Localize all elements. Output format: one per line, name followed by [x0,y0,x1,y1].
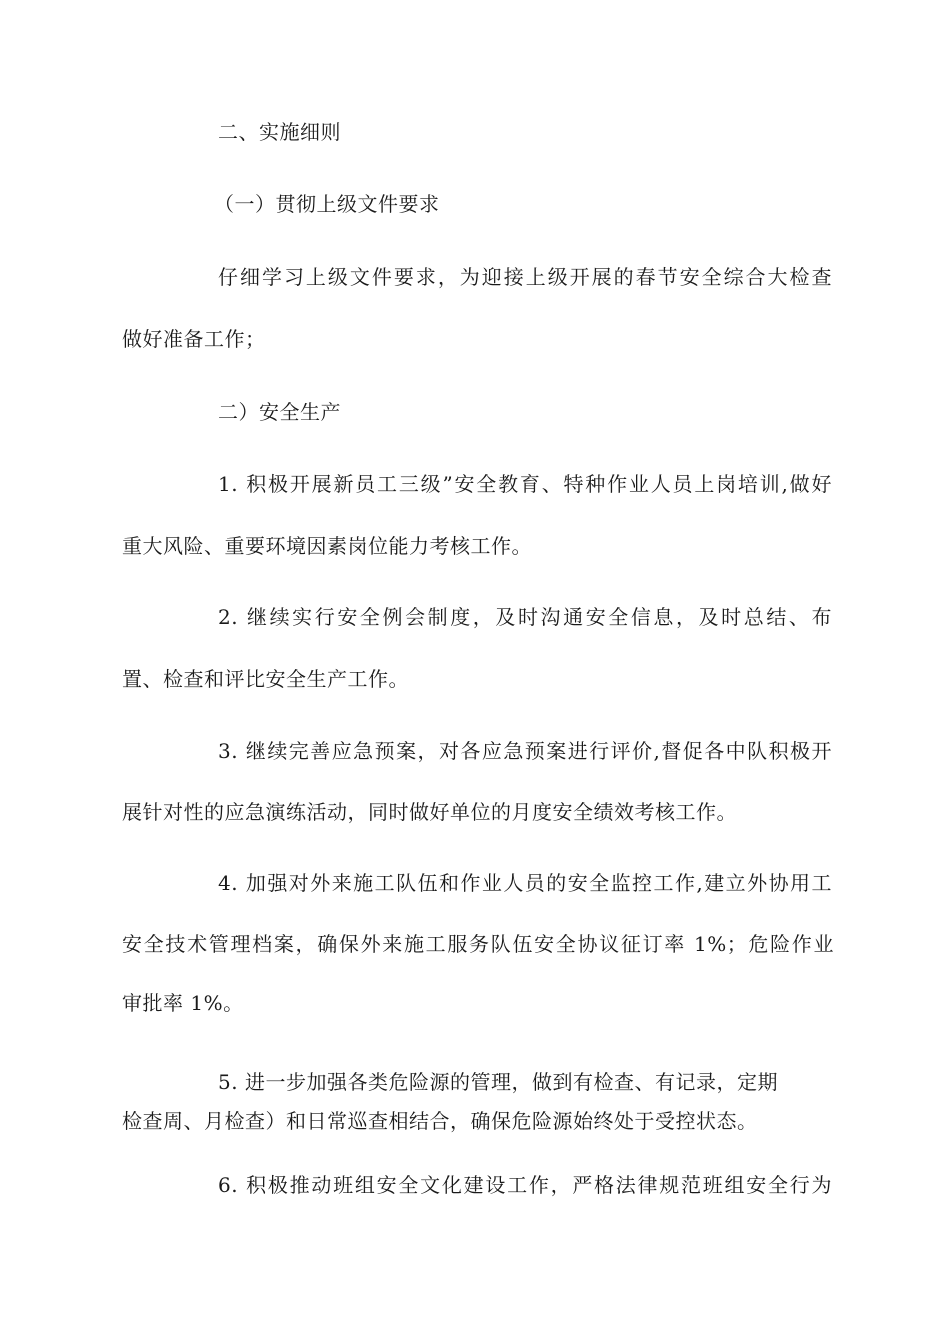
item-6-line-1: 6. 积极推动班组安全文化建设工作，严格法律规范班组安全行为 [218,1173,832,1197]
sub-heading-1: （一）贯彻上级文件要求 [214,192,440,216]
item-4-line-2: 安全技术管理档案，确保外来施工服务队伍安全协议征订率 1%；危险作业 [122,932,834,956]
item-5-line-2: 检查周、月检查）和日常巡查相结合，确保危险源始终处于受控状态。 [122,1109,758,1133]
item-1-line-1: 1. 积极开展新员工三级”安全教育、特种作业人员上岗培训,做好 [218,472,832,496]
item-4-line-3: 审批率 1%。 [122,991,244,1015]
item-1-line-2: 重大风险、重要环境因素岗位能力考核工作。 [122,534,532,558]
sub-heading-2: 二）安全生产 [218,400,341,424]
item-2-line-1: 2. 继续实行安全例会制度，及时沟通安全信息，及时总结、布 [218,605,832,629]
item-2-line-2: 置、检查和评比安全生产工作。 [122,667,409,691]
item-4-line-1: 4. 加强对外来施工队伍和作业人员的安全监控工作,建立外协用工 [218,871,832,895]
item-3-line-2: 展针对性的应急演练活动，同时做好单位的月度安全绩效考核工作。 [122,800,737,824]
item-3-line-1: 3. 继续完善应急预案，对各应急预案进行评价,督促各中队积极开 [218,739,832,763]
item-5-line-1: 5. 进一步加强各类危险源的管理，做到有检查、有记录，定期 [218,1070,778,1094]
section-heading: 二、实施细则 [218,120,341,144]
paragraph-1-line-1: 仔细学习上级文件要求，为迎接上级开展的春节安全综合大检查 [218,265,832,289]
paragraph-1-line-2: 做好准备工作； [122,327,266,351]
